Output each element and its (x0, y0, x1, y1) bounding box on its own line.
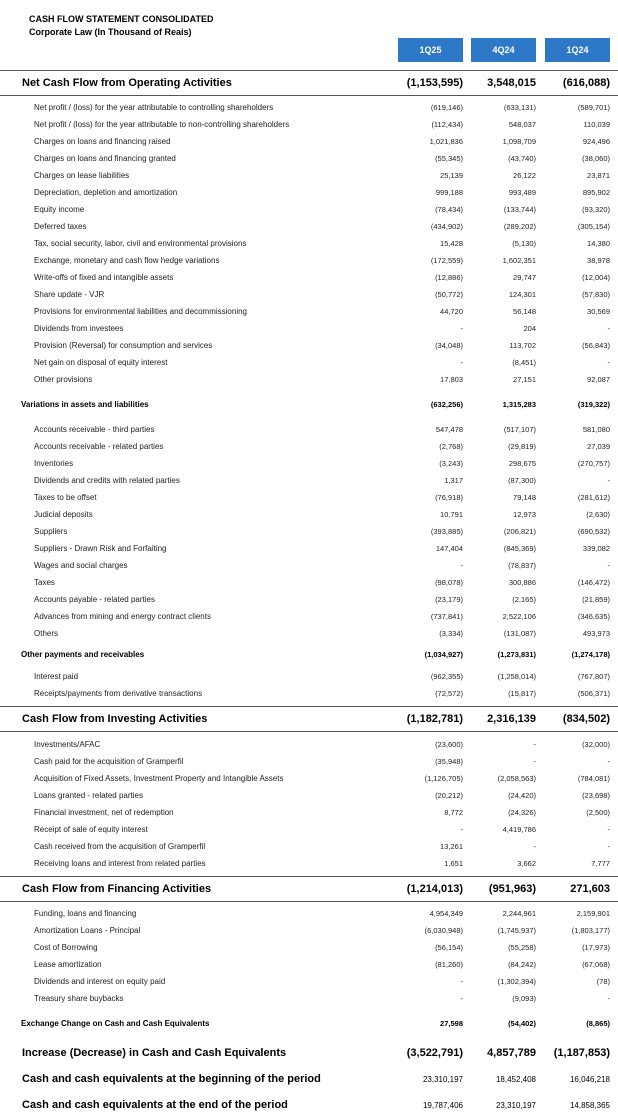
line-item-row (0, 218, 618, 235)
row-label: Provisions for environmental liabilities and decommissioning (34, 307, 247, 316)
value-4q24: (1,745,937) (497, 926, 536, 935)
value-4q24: 4,419,786 (502, 825, 536, 834)
value-1q24: - (607, 324, 610, 333)
value-1q24: 110,039 (583, 120, 610, 129)
value-1q25: 547,478 (435, 425, 463, 434)
value-1q24: - (607, 561, 610, 570)
row-label: Wages and social charges (34, 561, 128, 570)
row-label: Amortization Loans - Principal (34, 926, 141, 935)
value-4q24: (29,819) (508, 442, 536, 451)
value-1q24: - (607, 825, 610, 834)
value-1q24: 493,973 (582, 629, 610, 638)
row-label: Acquisition of Fixed Assets, Investment Property and Intangible Assets (34, 774, 284, 783)
row-label: Share update - VJR (34, 290, 105, 299)
line-item-row (0, 905, 618, 922)
row-label: Depreciation, depletion and amortization (34, 188, 178, 197)
row-label: Lease amortization (34, 960, 102, 969)
value-4q24: (1,273,831) (497, 650, 536, 659)
value-4q24: 298,675 (508, 459, 536, 468)
line-item-row (0, 472, 618, 489)
value-1q24: - (607, 842, 610, 851)
column-header-1q25: 1Q25 (398, 38, 463, 62)
value-1q25: (50,772) (435, 290, 463, 299)
row-label: Cash received from the acquisition of Gramperfil (34, 842, 206, 851)
row-label: Cash and cash equivalents at the beginning of the period (22, 1073, 321, 1085)
value-1q25: 27,598 (440, 1019, 463, 1028)
summary-row (0, 1093, 618, 1117)
value-4q24: (5,130) (512, 239, 536, 248)
section-total-row (0, 70, 618, 96)
line-item-row (0, 956, 618, 973)
line-item-row (0, 540, 618, 557)
value-1q24: 16,046,218 (569, 1074, 610, 1084)
line-item-row (0, 303, 618, 320)
line-item-row (0, 438, 618, 455)
value-4q24: 3,662 (517, 859, 536, 868)
row-label: Cash Flow from Investing Activities (22, 713, 208, 725)
value-1q24: (32,000) (582, 740, 610, 749)
value-1q24: (305,154) (577, 222, 610, 231)
value-4q24: (845,369) (503, 544, 536, 553)
value-4q24: (131,087) (503, 629, 536, 638)
value-1q24: 14,858,365 (569, 1100, 610, 1110)
line-item-row (0, 150, 618, 167)
value-1q24: 271,603 (570, 883, 610, 895)
row-label: Provision (Reversal) for consumption and services (34, 341, 213, 350)
section-total-row (0, 706, 618, 732)
value-4q24: (15,817) (508, 689, 536, 698)
value-4q24: 548,037 (508, 120, 536, 129)
value-1q24: (146,472) (577, 578, 610, 587)
value-1q25: (98,078) (435, 578, 463, 587)
value-1q25: 23,310,197 (422, 1074, 463, 1084)
value-4q24: (84,242) (508, 960, 536, 969)
line-item-row (0, 591, 618, 608)
value-4q24: (1,258,014) (497, 672, 536, 681)
value-1q24: (17,973) (582, 943, 610, 952)
line-item-row (0, 371, 618, 388)
value-4q24: 1,098,709 (502, 137, 536, 146)
value-1q24: (93,320) (582, 205, 610, 214)
row-label: Increase (Decrease) in Cash and Cash Equivalents (22, 1047, 287, 1059)
line-item-row (0, 167, 618, 184)
row-label: Cash paid for the acquisition of Gramperfil (34, 757, 184, 766)
value-1q25: 25,139 (440, 171, 463, 180)
row-label: Judicial deposits (34, 510, 93, 519)
value-4q24: 18,452,408 (495, 1074, 536, 1084)
value-4q24: 113,702 (509, 341, 536, 350)
value-4q24: 2,522,106 (502, 612, 536, 621)
row-label: Suppliers - Drawn Risk and Forfaiting (34, 544, 167, 553)
row-label: Charges on lease liabilities (34, 171, 130, 180)
value-1q25: - (460, 977, 463, 986)
value-1q25: (1,153,595) (406, 77, 463, 89)
summary-row (0, 1041, 618, 1065)
value-4q24: (8,451) (512, 358, 536, 367)
line-item-row (0, 973, 618, 990)
value-4q24: 79,148 (513, 493, 536, 502)
value-1q24: (67,068) (582, 960, 610, 969)
value-1q25: (3,334) (439, 629, 463, 638)
value-1q24: (8,865) (586, 1019, 610, 1028)
value-1q24: 581,080 (582, 425, 610, 434)
value-4q24: 29,747 (513, 273, 536, 282)
value-1q24: - (607, 757, 610, 766)
row-label: Funding, loans and financing (34, 909, 137, 918)
line-item-row (0, 804, 618, 821)
row-label: Accounts receivable - related parties (34, 442, 164, 451)
value-4q24: (951,963) (488, 883, 536, 895)
value-4q24: 993,489 (508, 188, 536, 197)
value-4q24: (55,258) (508, 943, 536, 952)
line-item-row (0, 354, 618, 371)
row-label: Net gain on disposal of equity interest (34, 358, 168, 367)
row-label: Suppliers (34, 527, 68, 536)
value-1q24: (2,630) (586, 510, 610, 519)
subtotal-row (0, 1015, 618, 1032)
line-item-row (0, 838, 618, 855)
value-1q25: 10,791 (440, 510, 463, 519)
value-1q24: (2,500) (586, 808, 610, 817)
line-item-row (0, 753, 618, 770)
row-label: Cash Flow from Financing Activities (22, 883, 212, 895)
value-1q25: (23,600) (435, 740, 463, 749)
row-label: Receipt of sale of equity interest (34, 825, 148, 834)
value-1q24: (281,612) (577, 493, 610, 502)
line-item-row (0, 523, 618, 540)
value-1q25: (55,345) (435, 154, 463, 163)
value-4q24: (289,202) (503, 222, 536, 231)
value-1q24: 23,871 (587, 171, 610, 180)
line-item-row (0, 99, 618, 116)
line-item-row (0, 770, 618, 787)
value-4q24: 2,244,961 (502, 909, 536, 918)
row-label: Inventories (34, 459, 74, 468)
value-1q25: 147,404 (435, 544, 463, 553)
row-label: Dividends from investees (34, 324, 124, 333)
value-1q25: (35,948) (435, 757, 463, 766)
value-1q24: (12,004) (582, 273, 610, 282)
line-item-row (0, 489, 618, 506)
row-label: Investments/AFAC (34, 740, 101, 749)
value-1q25: - (460, 994, 463, 1003)
value-1q24: (23,698) (582, 791, 610, 800)
line-item-row (0, 990, 618, 1007)
report-title: CASH FLOW STATEMENT CONSOLIDATED (29, 14, 214, 24)
value-1q25: (1,126,705) (424, 774, 463, 783)
line-item-row (0, 421, 618, 438)
line-item-row (0, 787, 618, 804)
value-1q25: 13,261 (440, 842, 463, 851)
value-1q25: (2,768) (439, 442, 463, 451)
value-4q24: 23,310,197 (495, 1100, 536, 1110)
row-label: Dividends and interest on equity paid (34, 977, 166, 986)
value-1q25: 17,803 (440, 375, 463, 384)
row-label: Tax, social security, labor, civil and environmental provisions (34, 239, 247, 248)
value-4q24: (24,326) (508, 808, 536, 817)
value-4q24: 26,122 (513, 171, 536, 180)
line-item-row (0, 286, 618, 303)
line-item-row (0, 235, 618, 252)
value-1q25: (72,572) (435, 689, 463, 698)
value-1q24: (616,088) (562, 77, 610, 89)
row-label: Cost of Borrowing (34, 943, 98, 952)
value-4q24: (517,107) (503, 425, 536, 434)
value-1q25: (23,179) (435, 595, 463, 604)
value-1q24: (57,830) (582, 290, 610, 299)
value-4q24: 1,315,283 (502, 400, 536, 409)
value-1q24: (56,843) (582, 341, 610, 350)
value-1q24: 924,496 (582, 137, 610, 146)
value-1q25: 1,651 (444, 859, 463, 868)
line-item-row (0, 821, 618, 838)
line-item-row (0, 184, 618, 201)
value-4q24: 124,301 (508, 290, 536, 299)
row-label: Dividends and credits with related parties (34, 476, 180, 485)
value-4q24: - (533, 740, 536, 749)
row-label: Advances from mining and energy contract clients (34, 612, 211, 621)
value-4q24: 300,886 (508, 578, 536, 587)
value-1q24: (38,060) (582, 154, 610, 163)
value-4q24: (2,165) (512, 595, 536, 604)
value-1q25: 15,428 (440, 239, 463, 248)
column-header-1q24: 1Q24 (545, 38, 610, 62)
value-1q24: (270,757) (577, 459, 610, 468)
value-1q24: (834,502) (562, 713, 610, 725)
value-1q25: (1,214,013) (406, 883, 463, 895)
value-4q24: (633,131) (503, 103, 536, 112)
value-1q25: (6,030,948) (424, 926, 463, 935)
line-item-row (0, 506, 618, 523)
value-1q25: (81,260) (435, 960, 463, 969)
value-1q25: 999,188 (435, 188, 463, 197)
value-1q24: (784,081) (577, 774, 610, 783)
row-label: Variations in assets and liabilities (21, 400, 149, 409)
summary-row (0, 1067, 618, 1091)
value-1q24: - (607, 476, 610, 485)
value-4q24: - (533, 842, 536, 851)
value-1q24: (1,803,177) (571, 926, 610, 935)
value-1q25: - (460, 324, 463, 333)
value-1q25: (3,522,791) (406, 1047, 463, 1059)
row-label: Interest paid (34, 672, 79, 681)
value-1q25: (1,182,781) (406, 713, 463, 725)
row-label: Net profit / (loss) for the year attributable to non-controlling shareholders (34, 120, 290, 129)
value-1q25: 1,317 (444, 476, 463, 485)
value-1q25: (78,434) (435, 205, 463, 214)
line-item-row (0, 252, 618, 269)
row-label: Deferred taxes (34, 222, 87, 231)
value-4q24: (87,300) (508, 476, 536, 485)
value-4q24: 12,973 (513, 510, 536, 519)
value-4q24: 1,602,351 (502, 256, 536, 265)
value-1q24: 2,159,901 (576, 909, 610, 918)
row-label: Receipts/payments from derivative transactions (34, 689, 203, 698)
row-label: Equity income (34, 205, 85, 214)
value-1q24: 7,777 (591, 859, 610, 868)
row-label: Accounts receivable - third parties (34, 425, 155, 434)
value-1q25: 8,772 (444, 808, 463, 817)
row-label: Other provisions (34, 375, 93, 384)
row-label: Treasury share buybacks (34, 994, 124, 1003)
value-1q25: (56,154) (435, 943, 463, 952)
value-4q24: 56,148 (513, 307, 536, 316)
value-4q24: 204 (523, 324, 536, 333)
value-1q24: 30,569 (587, 307, 610, 316)
value-1q25: (1,034,927) (424, 650, 463, 659)
line-item-row (0, 574, 618, 591)
value-1q25: 4,954,349 (429, 909, 463, 918)
value-1q25: - (460, 561, 463, 570)
value-1q25: (112,434) (431, 120, 463, 129)
row-label: Cash and cash equivalents at the end of the period (22, 1099, 288, 1111)
line-item-row (0, 922, 618, 939)
line-item-row (0, 455, 618, 472)
row-label: Loans granted - related parties (34, 791, 143, 800)
report-subtitle: Corporate Law (In Thousand of Reais) (29, 27, 192, 37)
line-item-row (0, 939, 618, 956)
value-1q24: 38,978 (587, 256, 610, 265)
line-item-row (0, 320, 618, 337)
value-4q24: (43,740) (508, 154, 536, 163)
value-1q24: (589,701) (577, 103, 610, 112)
row-label: Net profit / (loss) for the year attributable to controlling shareholders (34, 103, 274, 112)
value-1q25: (76,918) (435, 493, 463, 502)
line-item-row (0, 668, 618, 685)
value-4q24: (1,302,394) (497, 977, 536, 986)
line-item-row (0, 269, 618, 286)
row-label: Taxes to be offset (34, 493, 97, 502)
report-header (29, 13, 214, 39)
value-4q24: (2,058,563) (497, 774, 536, 783)
line-item-row (0, 337, 618, 354)
value-4q24: (24,420) (508, 791, 536, 800)
value-1q25: (737,841) (430, 612, 463, 621)
section-total-row (0, 876, 618, 902)
value-1q24: (506,371) (577, 689, 610, 698)
row-label: Charges on loans and financing raised (34, 137, 171, 146)
value-1q24: 92,087 (587, 375, 610, 384)
value-1q24: (346,635) (577, 612, 610, 621)
value-1q24: (78) (596, 977, 610, 986)
value-1q25: (34,048) (435, 341, 463, 350)
row-label: Others (34, 629, 59, 638)
value-4q24: (9,093) (512, 994, 536, 1003)
value-1q25: 44,720 (440, 307, 463, 316)
value-4q24: 3,548,015 (487, 77, 536, 89)
value-4q24: (78,837) (508, 561, 536, 570)
value-1q25: - (460, 825, 463, 834)
line-item-row (0, 855, 618, 872)
subtotal-row (0, 396, 618, 413)
value-1q24: 895,902 (582, 188, 610, 197)
value-1q25: (962,355) (430, 672, 463, 681)
value-1q24: 27,039 (587, 442, 610, 451)
row-label: Taxes (34, 578, 55, 587)
line-item-row (0, 557, 618, 574)
value-1q25: (3,243) (439, 459, 463, 468)
value-1q25: (632,256) (430, 400, 463, 409)
row-label: Exchange Change on Cash and Cash Equivalents (21, 1019, 210, 1028)
value-4q24: 27,151 (513, 375, 536, 384)
value-4q24: 2,316,139 (487, 713, 536, 725)
value-1q25: (434,902) (430, 222, 463, 231)
row-label: Receiving loans and interest from related parties (34, 859, 206, 868)
value-1q25: (619,146) (430, 103, 463, 112)
line-item-row (0, 625, 618, 642)
value-1q24: - (607, 994, 610, 1003)
value-1q25: (393,885) (430, 527, 463, 536)
row-label: Net Cash Flow from Operating Activities (22, 77, 232, 89)
line-item-row (0, 685, 618, 702)
line-item-row (0, 116, 618, 133)
subtotal-row (0, 646, 618, 663)
value-1q24: (1,187,853) (553, 1047, 610, 1059)
value-1q24: - (607, 358, 610, 367)
value-1q24: 339,082 (582, 544, 610, 553)
value-1q25: 1,021,836 (429, 137, 463, 146)
value-1q24: (319,322) (577, 400, 610, 409)
value-1q25: (12,886) (435, 273, 463, 282)
row-label: Write-offs of fixed and intangible assets (34, 273, 174, 282)
line-item-row (0, 201, 618, 218)
value-4q24: 4,857,789 (487, 1047, 536, 1059)
line-item-row (0, 608, 618, 625)
row-label: Exchange, monetary and cash flow hedge variations (34, 256, 220, 265)
value-1q25: (20,212) (435, 791, 463, 800)
row-label: Financial investment, net of redemption (34, 808, 174, 817)
value-4q24: - (533, 757, 536, 766)
value-4q24: (54,402) (508, 1019, 536, 1028)
column-header-4q24: 4Q24 (471, 38, 536, 62)
value-1q24: (1,274,178) (571, 650, 610, 659)
row-label: Accounts payable - related parties (34, 595, 155, 604)
value-1q24: 14,380 (587, 239, 610, 248)
value-1q24: (767,807) (577, 672, 610, 681)
value-1q25: 19,787,406 (422, 1100, 463, 1110)
row-label: Other payments and receivables (21, 650, 145, 659)
value-1q24: (690,532) (577, 527, 610, 536)
value-1q25: - (460, 358, 463, 367)
value-1q25: (172,559) (430, 256, 463, 265)
row-label: Charges on loans and financing granted (34, 154, 176, 163)
value-4q24: (133,744) (503, 205, 536, 214)
line-item-row (0, 133, 618, 150)
value-4q24: (206,821) (503, 527, 536, 536)
value-1q24: (21,859) (582, 595, 610, 604)
line-item-row (0, 736, 618, 753)
